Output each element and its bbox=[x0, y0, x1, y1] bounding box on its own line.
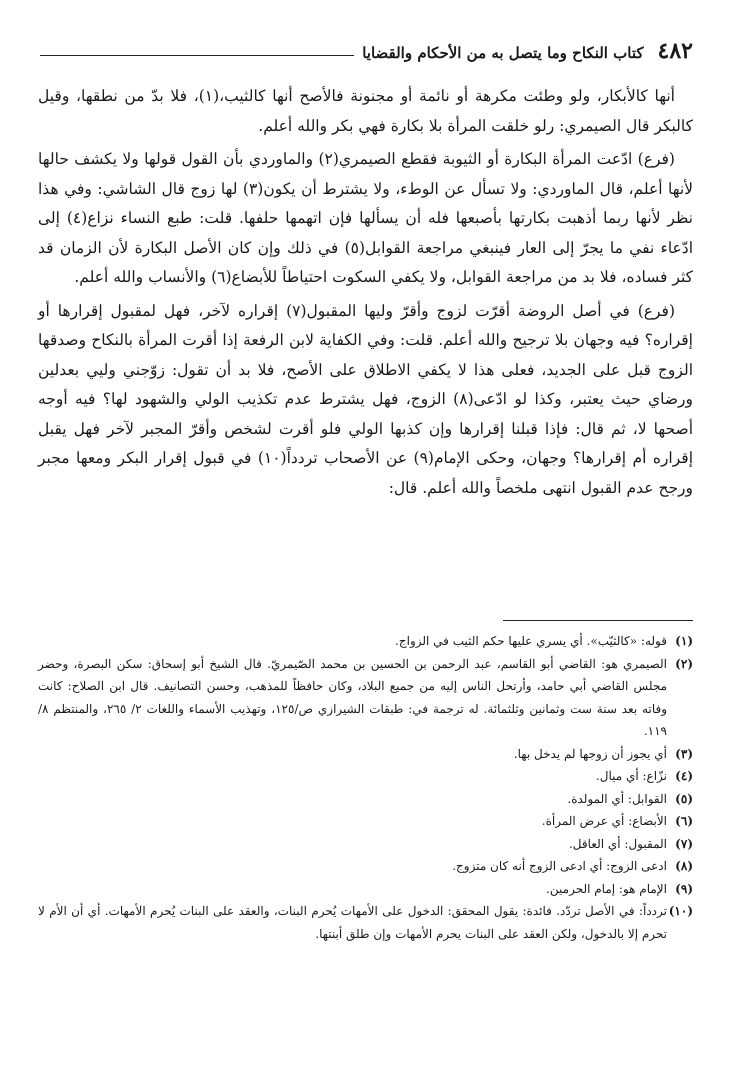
paragraph: (فرع) في أصل الروضة أقرّت لزوج وأقرّ وليها المقبول(٧) إقراره لآخر، فهل لمقبول إقرارها أو إقراره؟ فيه وجهان بلا ترجيح والله أعلم. قلت: وفي الكفاية لابن الرفعة إذا أقرت المرأة بالنكاح وصدقها الزوج قبل على الجديد، فعلى هذا لا يكفي الاطلاق على الأصح، فلا بد أن تقول: زوّجني وليي بعدلين ورضاي حيث يعتبر، وكذا لو ادّعى(٨) الزوج، فهل يشترط عدم تكذيب الولي والشهود لها؟ فيه أوجه أصحها لا، ثم قال: فإذا قبلنا إقرارها وإن كذبها الولي فلو أقرت لشخص وأقرّ المجبر لآخر فهل يقبل إقراره أم إقرارها؟ وجهان، وحكى الإمام(٩) عن الأصحاب تردداً(١٠) في قبول إقرار البكر ومعها مجبر ورجح عدم القبول انتهى ملخصاً والله أعلم. قال: bbox=[38, 301, 694, 497]
footnote-number: (٦) bbox=[675, 814, 693, 828]
footnote-text: تردداً: في الأصل تردّد. فائدة: يقول المحقق: الدخول على الأمهات يُحرم البنات، والعقد على البنات يُحرم الأمهات. أي أن الأم لا تحرم إلا بالدخول، ولكن العقد على البنات يحرم الأمهات وإن طلق أبنتها. bbox=[38, 904, 667, 941]
page-number: ٤٨٢ bbox=[657, 38, 693, 64]
footnote-number: (٧) bbox=[675, 836, 693, 851]
footnote bbox=[38, 855, 693, 878]
footnote bbox=[38, 743, 693, 766]
footnote bbox=[38, 810, 693, 833]
footnote-text: الأبضاع: أي عرض المرأة. bbox=[541, 814, 667, 828]
footnote bbox=[38, 765, 693, 788]
footnote-text: القوابل: أي المولدة. bbox=[567, 791, 667, 806]
footnote-text: الإمام هو: إمام الحرمين. bbox=[546, 881, 667, 896]
running-title: كتاب النكاح وما يتصل به من الأحكام والقضايا bbox=[362, 44, 644, 62]
footnote bbox=[38, 788, 693, 811]
footnote-text: الصيمري هو: القاضي أبو القاسم، عبد الرحمن بن الحسين بن محمد الصّيمريّ. قال الشيخ أبو إسحاق: سكن البصرة، وحضر مجلس القاضي أبي حامد، وأرتحل الناس إليه من جميع البلاد، وكان حافظاً للمذهب، وحسن التصانيف. قال ابن الصلاح: كانت وفاته بعد سنة ست وثمانين وثلثمائة. له ترجمة في: طبقات الشيرازي ص/١٢٥، وتهذيب الأسماء واللغات ٢/ ٢٦٥، والمنتظم ٨/ ١١٩. bbox=[38, 656, 668, 738]
footnote-text: المقبول: أي العاقل. bbox=[568, 836, 667, 851]
footnote-number: (٤) bbox=[675, 769, 693, 783]
page-header bbox=[40, 28, 693, 62]
paragraph: أنها كالأبكار، ولو وطئت مكرهة أو نائمة أو مجنونة فالأصح أنها كالثيب،(١)، فلا بدّ من نطقها، وقيل كالبكر قال الصيمري: رلو خلقت المرأة بلا بكارة فهي بكر والله أعلم. bbox=[38, 87, 693, 135]
paragraph: (فرع) ادّعت المرأة البكارة أو الثيوبة فقطع الصيمري(٢) والماوردي بأن القول قولها ولا يكشف حالها لأنها أعلم، قال الماوردي: ولا تسأل عن الوطء، ولا يشترط أن يكون(٣) لها زوج قال الشاشي: وفي هذا نظر لأنها ربما أذهبت بكارتها بأصبعها فله أن يسألها فإن اتهمها حلفها. قلت: طبع النساء نزاع(٤) إلى ادّعاء نفي ما يجرّ إلى العار فينبغي مراجعة القوابل(٥) في ذلك وإن كان الأصل البكارة لأن الزمان قد كثر فساده، فلا بد من مراجعة القوابل، ولا يكفي السكوت احتياطاً للأبضاع(٦) والأنساب والله أعلم. bbox=[38, 150, 694, 286]
main-text bbox=[38, 82, 693, 507]
footnotes bbox=[38, 630, 693, 945]
footnote-number: (٣) bbox=[675, 746, 693, 761]
footnote bbox=[38, 878, 693, 901]
footnote-number: (١٠) bbox=[668, 904, 693, 918]
footnote bbox=[38, 900, 693, 945]
footnote-number: (٩) bbox=[675, 881, 693, 896]
footnote-number: (٨) bbox=[675, 859, 693, 873]
footnote-text: أي يجوز أن زوجها لم يدخل بها. bbox=[513, 746, 667, 761]
footnote-number: (٥) bbox=[675, 791, 693, 806]
footnote-number: (١) bbox=[675, 634, 693, 648]
footnote bbox=[38, 653, 693, 743]
footnote-divider bbox=[503, 620, 693, 621]
header-rule bbox=[40, 55, 354, 56]
footnote-text: ادعى الزوج: أي ادعى الزوج أنه كان متزوج. bbox=[452, 859, 667, 873]
footnote bbox=[38, 630, 693, 653]
footnote bbox=[38, 833, 693, 856]
footnote-text: نزّاع: أي ميال. bbox=[595, 769, 667, 783]
footnote-number: (٢) bbox=[675, 656, 693, 671]
footnote-text: قوله: «كالثيّب». أي يسري عليها حكم الثيب في الزواج. bbox=[395, 634, 667, 648]
